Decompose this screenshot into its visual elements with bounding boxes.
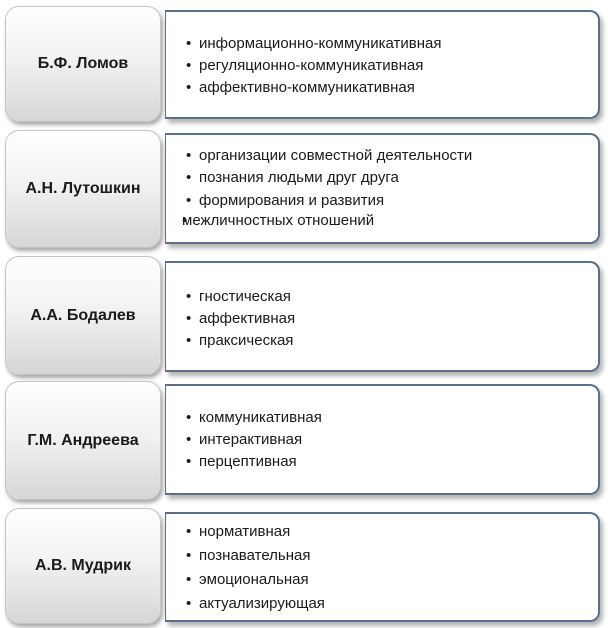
functions-panel [165,133,600,244]
function-item: • коммуникативная [186,407,322,429]
author-box [5,508,161,624]
author-box [5,6,161,122]
function-item: • познавательная [186,544,325,568]
author-name: А.В. Мудрик [34,557,132,574]
function-item: • интерактивная [186,429,322,451]
author-name: А.Н. Лутошкин [25,180,141,197]
function-item: • праксическая [186,330,295,352]
author-name: Г.М. Андреева [27,431,139,449]
function-item: • нормативная [186,520,325,544]
functions-list [186,520,325,616]
function-item: • гностическая [186,286,295,308]
functions-list [186,407,322,473]
author-box [5,256,161,375]
function-item: • формирования и развития [186,189,472,213]
author-box [5,381,161,500]
function-item: • познания людьми друг друга [186,167,472,189]
function-item: • информационно-коммуникативная [186,33,441,55]
function-item: • эмоциональная [186,568,325,592]
author-name: Б.Ф. Ломов [37,55,129,72]
function-item: • аффективная [186,308,295,330]
author-box [5,130,161,248]
functions-panel [165,10,600,119]
function-item: • организации совместной деятельности [186,145,472,167]
functions-list [186,33,441,99]
function-item: • актуализирующая [186,592,325,616]
functions-list [182,145,473,229]
functions-panel [165,384,600,495]
function-item: • аффективно-коммуникативная [186,77,441,99]
author-name: А.А. Бодалев [30,306,136,324]
function-item-continuation: • межличностных отношений [182,213,472,229]
functions-panel [165,512,600,622]
functions-panel [165,261,600,372]
functions-list [186,286,295,352]
function-item: • регуляционно-коммуникативная [186,55,441,77]
function-item: • перцептивная [186,451,322,473]
